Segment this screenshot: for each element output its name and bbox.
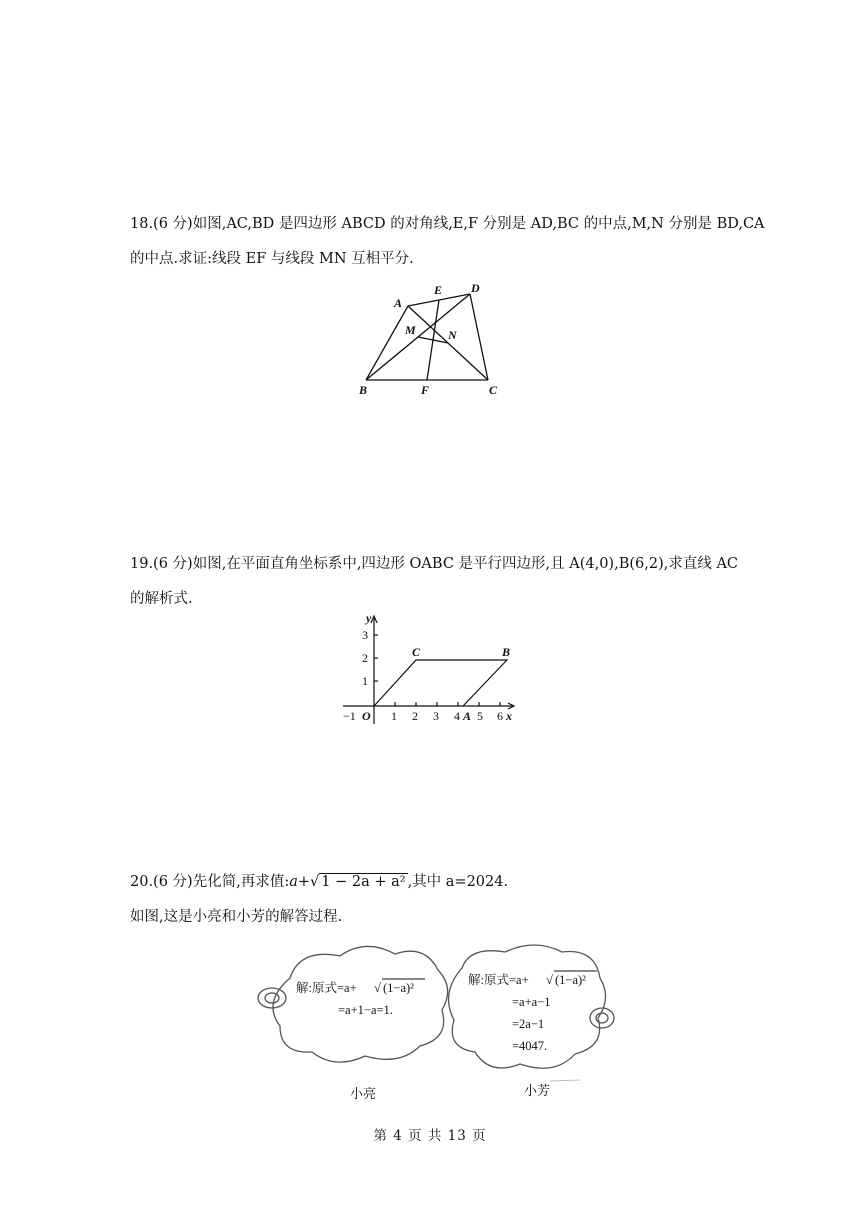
xiaoliang-sqrt-sign: √ xyxy=(374,981,381,995)
xiaoliang-step1-radicand: (1−a)² xyxy=(383,981,414,995)
label-f: F xyxy=(421,383,430,397)
xiaofang-step1-radicand: (1−a)² xyxy=(555,973,586,987)
x-tick-label-1: 1 xyxy=(391,709,397,723)
q18-text-line2: 的中点.求证:线段 EF 与线段 MN 互相平分. xyxy=(130,251,414,267)
xiaofang-step4: =4047. xyxy=(512,1039,548,1053)
y-tick-label-1: 1 xyxy=(362,674,368,688)
q19-text-line1: 19.(6 分)如图,在平面直角坐标系中,四边形 OABC 是平行四边形,且 A(4,0),B(6,2),求直线 AC xyxy=(130,556,739,572)
q20-suffix: ,其中 a=2024. xyxy=(407,874,509,890)
side-ba xyxy=(366,306,408,380)
label-e: E xyxy=(434,283,443,297)
label-b: B xyxy=(359,383,368,397)
page-footer: 第 4 页 共 13 页 xyxy=(373,1128,487,1144)
q20-var-a: a xyxy=(289,874,298,890)
label-a: A xyxy=(394,296,403,310)
q18-text-line1: 18.(6 分)如图,AC,BD 是四边形 ABCD 的对角线,E,F 分别是 AD,BC 的中点,M,N 分别是 BD,CA xyxy=(130,216,765,232)
side-dc xyxy=(470,294,488,380)
q20-plus: + xyxy=(297,874,311,890)
point-b-label: B xyxy=(502,645,511,659)
xiaofang-step1-prefix: 解:原式=a+ xyxy=(468,973,529,987)
xiaofang-name: 小芳 xyxy=(524,1083,551,1098)
x-tick-label-4: 4 xyxy=(454,709,460,723)
point-a-label: A xyxy=(463,709,472,723)
q20-cloud-figure xyxy=(250,938,630,1103)
y-axis-label: y xyxy=(366,612,372,625)
xiaofang-step3: =2a−1 xyxy=(512,1017,545,1031)
x-tick-label-2: 2 xyxy=(412,709,418,723)
decorative-line xyxy=(550,1080,580,1081)
q19-coordinate-figure xyxy=(335,612,525,728)
q20-text-line2: 如图,这是小亮和小芳的解答过程. xyxy=(130,909,343,925)
label-c: C xyxy=(489,383,498,397)
q19-text-line2: 的解析式. xyxy=(130,591,193,607)
xiaofang-sqrt-sign: √ xyxy=(546,973,553,987)
label-n: N xyxy=(448,328,457,342)
label-m: M xyxy=(405,323,416,337)
q20-sqrt: √ 1 − 2a + a² xyxy=(310,874,406,890)
q18-quadrilateral-figure xyxy=(350,282,510,400)
xiaofang-step2: =a+a−1 xyxy=(512,995,551,1009)
x-axis-label: x xyxy=(506,709,512,723)
origin-label: O xyxy=(362,709,371,723)
label-d: D xyxy=(471,282,480,295)
q20-radicand: 1 − 2a + a² xyxy=(321,874,406,890)
y-tick-label-2: 2 xyxy=(362,651,368,665)
xiaoliang-step2: =a+1−a=1. xyxy=(338,1003,393,1017)
parallelogram-oabc xyxy=(374,660,507,706)
xiaoliang-step1-prefix: 解:原式=a+ xyxy=(296,981,357,995)
y-tick-label-3: 3 xyxy=(362,628,368,642)
q20-text-line1 xyxy=(130,870,508,891)
x-tick-label-neg1: −1 xyxy=(343,709,356,723)
q20-prefix: 20.(6 分)先化简,再求值: xyxy=(130,874,290,890)
point-c-label: C xyxy=(412,645,421,659)
xiaoliang-name: 小亮 xyxy=(350,1086,377,1101)
x-tick-label-5: 5 xyxy=(477,709,483,723)
x-tick-label-6: 6 xyxy=(497,709,503,723)
x-tick-label-3: 3 xyxy=(433,709,439,723)
